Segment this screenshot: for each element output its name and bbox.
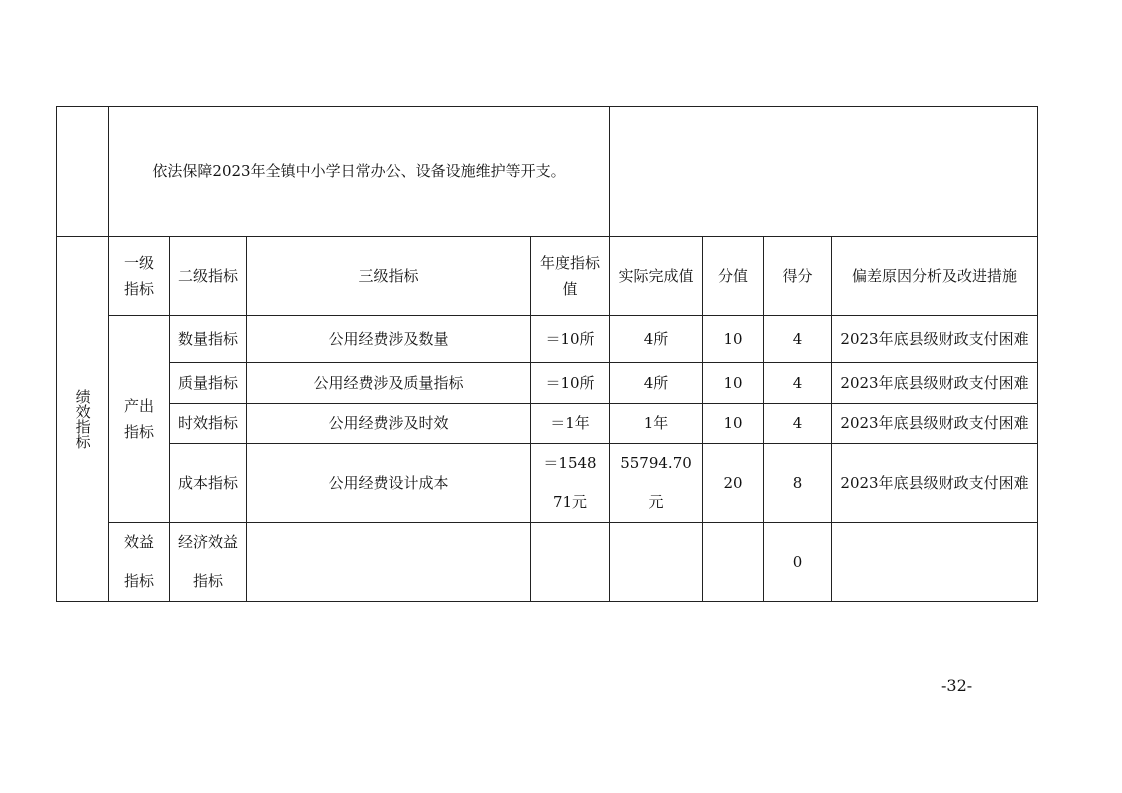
row-value: 10 (703, 363, 764, 404)
header-row (57, 237, 1038, 316)
row-deviation: 2023年底县级财政支付困难 (832, 316, 1038, 363)
row-target: ＝154871元 (531, 444, 610, 523)
row-level2: 数量指标 (170, 316, 247, 363)
row-target: ＝10所 (531, 316, 610, 363)
row-level3: 公用经费涉及质量指标 (247, 363, 531, 404)
row-deviation: 2023年底县级财政支付困难 (832, 444, 1038, 523)
row-level3: 公用经费涉及时效 (247, 404, 531, 444)
row-level2: 成本指标 (170, 444, 247, 523)
row-deviation: 2023年底县级财政支付困难 (832, 404, 1038, 444)
row-actual: 1年 (610, 404, 703, 444)
header-actual: 实际完成值 (610, 237, 703, 316)
purpose-side-cell (610, 107, 1038, 237)
row-target: ＝10所 (531, 363, 610, 404)
row-deviation: 2023年底县级财政支付困难 (832, 363, 1038, 404)
row-score: 4 (764, 363, 832, 404)
row-value: 20 (703, 444, 764, 523)
purpose-blank-cell (57, 107, 109, 237)
row-deviation (832, 523, 1038, 602)
benefit-level1: 效益指标 (109, 523, 170, 602)
header-score-obtained: 得分 (764, 237, 832, 316)
row-target (531, 523, 610, 602)
table-row (57, 523, 1038, 602)
performance-indicator-table (56, 106, 1038, 602)
output-level1: 产出指标 (109, 316, 170, 523)
row-score: 4 (764, 404, 832, 444)
header-level2: 二级指标 (170, 237, 247, 316)
row-score: 0 (764, 523, 832, 602)
row-actual (610, 523, 703, 602)
row-score: 4 (764, 316, 832, 363)
row-level3 (247, 523, 531, 602)
row-level3: 公用经费涉及数量 (247, 316, 531, 363)
purpose-text: 依法保障2023年全镇中小学日常办公、设备设施维护等开支。 (109, 107, 610, 237)
row-level2: 时效指标 (170, 404, 247, 444)
outer-label-cell: 绩效指标 (57, 237, 109, 602)
table-row (57, 316, 1038, 363)
row-value: 10 (703, 404, 764, 444)
header-deviation: 偏差原因分析及改进措施 (832, 237, 1038, 316)
table-row (57, 363, 1038, 404)
page-number: -32- (941, 676, 973, 695)
header-level1: 一级指标 (109, 237, 170, 316)
row-value: 10 (703, 316, 764, 363)
row-target: ＝1年 (531, 404, 610, 444)
header-annual-target: 年度指标值 (531, 237, 610, 316)
purpose-row (57, 107, 1038, 237)
row-level3: 公用经费设计成本 (247, 444, 531, 523)
header-score-value: 分值 (703, 237, 764, 316)
row-value (703, 523, 764, 602)
row-actual: 4所 (610, 316, 703, 363)
row-actual: 55794.70元 (610, 444, 703, 523)
table-row (57, 404, 1038, 444)
row-score: 8 (764, 444, 832, 523)
row-actual: 4所 (610, 363, 703, 404)
row-level2: 经济效益指标 (170, 523, 247, 602)
header-level3: 三级指标 (247, 237, 531, 316)
table-row (57, 444, 1038, 523)
row-level2: 质量指标 (170, 363, 247, 404)
